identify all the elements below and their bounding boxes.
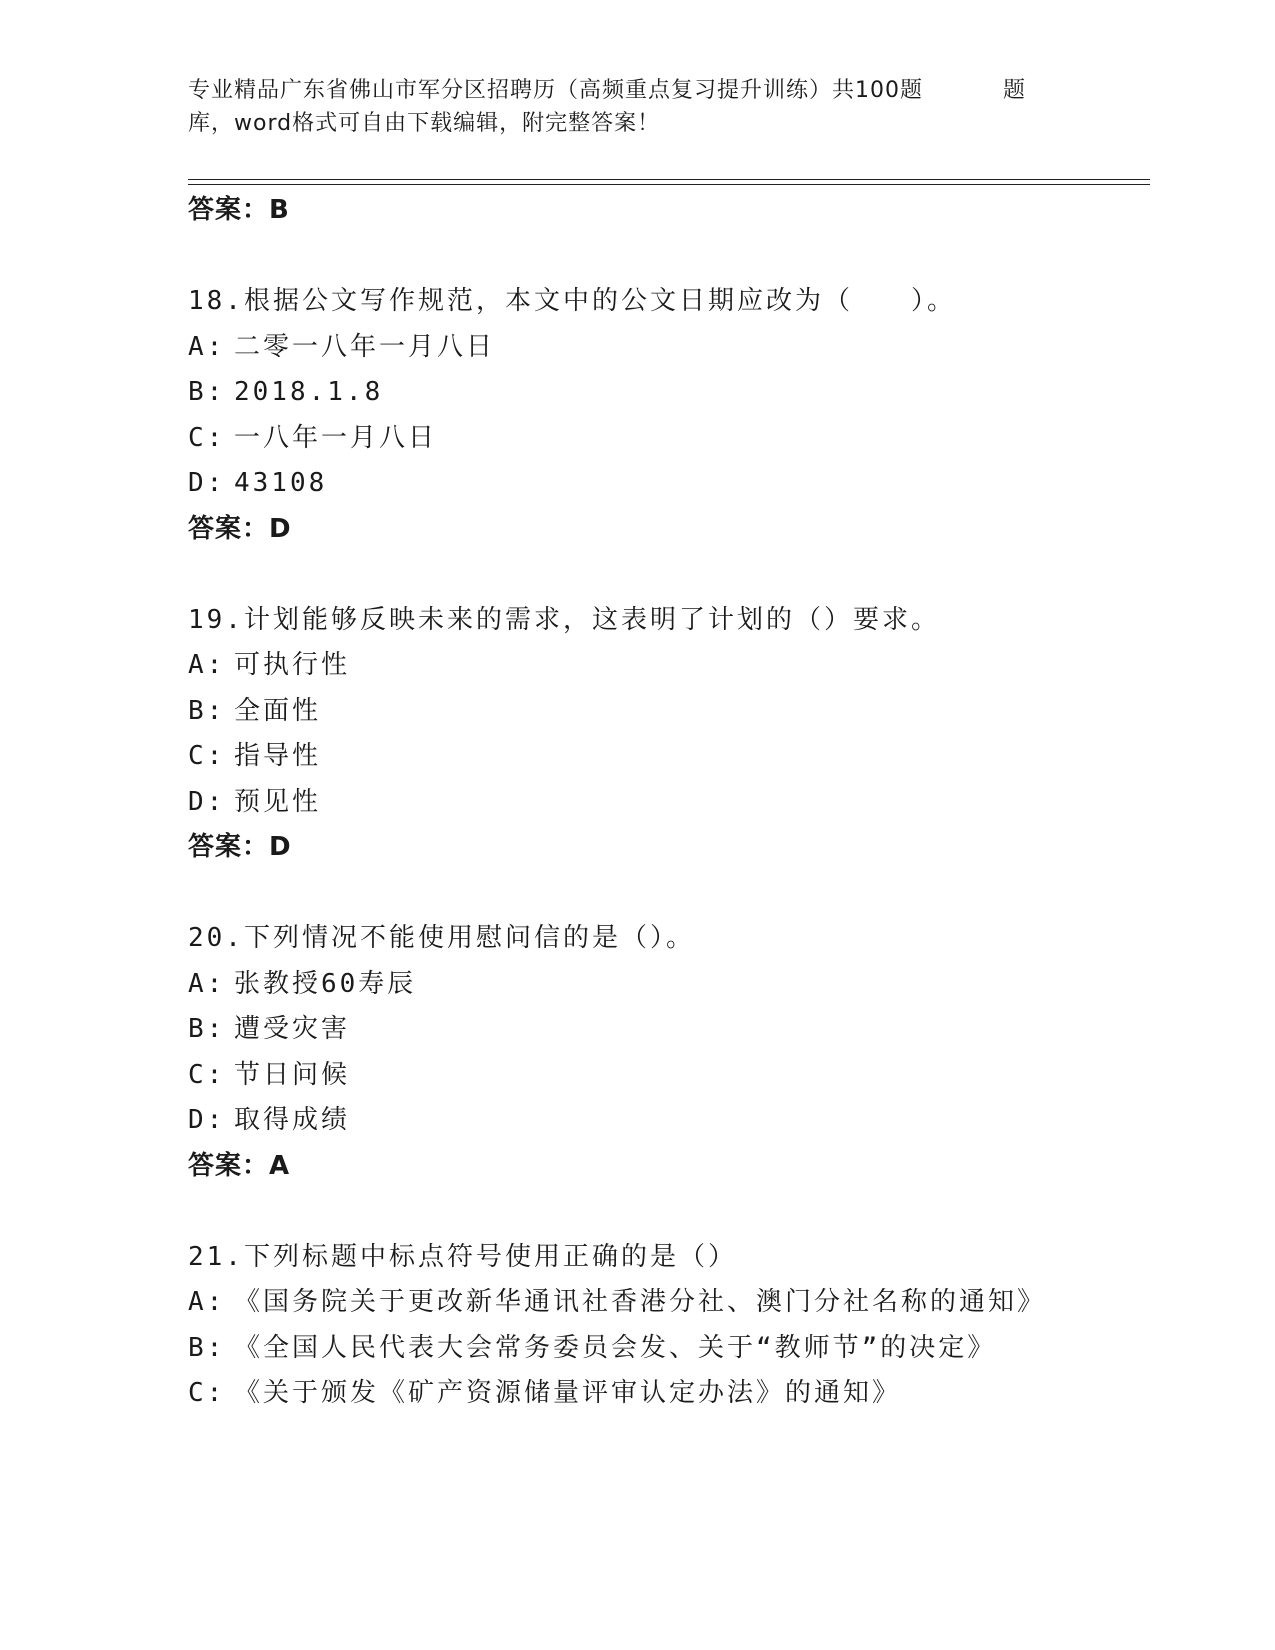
question-19 (188, 598, 1148, 871)
option-key: D: (188, 468, 226, 498)
question-18 (188, 279, 1148, 552)
header-divider-bottom (188, 184, 1150, 185)
header-title-tail: 题 (1003, 78, 1027, 103)
option-a (188, 962, 1148, 1008)
option-key: C: (188, 422, 226, 453)
option-key: C: (188, 741, 226, 771)
option-c (188, 1053, 1148, 1099)
header-title-line2: 库，word格式可自由下载编辑，附完整答案！ (188, 111, 661, 136)
answer-18: 答案：D (188, 513, 292, 544)
option-a (188, 1280, 1148, 1326)
option-text: 取得成绩 (234, 1105, 351, 1135)
option-text: 遭受灾害 (234, 1014, 351, 1044)
option-d (188, 461, 1148, 507)
option-key: A: (188, 331, 226, 362)
option-key: B: (188, 1014, 226, 1044)
option-key: D: (188, 786, 226, 817)
option-text: 可执行性 (234, 650, 351, 680)
option-c (188, 734, 1148, 780)
option-text: 预见性 (234, 786, 322, 817)
option-key: C: (188, 1059, 226, 1090)
option-c (188, 416, 1148, 462)
previous-answer: 答案：B (188, 195, 290, 225)
option-key: B: (188, 695, 226, 726)
option-text: 43108 (234, 468, 328, 498)
answer-19: 答案：D (188, 832, 292, 862)
option-key: B: (188, 1332, 226, 1363)
option-d (188, 1098, 1148, 1144)
option-text: 《关于颁发《矿产资源储量评审认定办法》的通知》 (234, 1378, 902, 1408)
option-c (188, 1371, 1148, 1417)
option-b (188, 1326, 1148, 1372)
question-text: 20.下列情况不能使用慰问信的是（）。 (188, 923, 695, 953)
question-list (188, 188, 1148, 1417)
header-title-line1: 专业精品广东省佛山市军分区招聘历（高频重点复习提升训练）共100题 (188, 78, 923, 103)
option-b (188, 370, 1148, 416)
option-text: 《全国人民代表大会常务委员会发、关于“教师节”的决定》 (234, 1332, 997, 1363)
option-key: A: (188, 1287, 226, 1317)
page-header (188, 74, 1088, 140)
option-text: 二零一八年一月八日 (234, 331, 496, 362)
answer-20: 答案：A (188, 1150, 291, 1181)
option-b (188, 689, 1148, 735)
option-key: D: (188, 1105, 226, 1135)
option-text: 节日问候 (234, 1059, 351, 1090)
option-text: 一八年一月八日 (234, 422, 438, 453)
option-a (188, 643, 1148, 689)
question-21 (188, 1235, 1148, 1417)
option-text: 张教授60寿辰 (234, 968, 417, 999)
option-text: 《国务院关于更改新华通讯社香港分社、澳门分社名称的通知》 (234, 1287, 1047, 1317)
option-a (188, 325, 1148, 371)
question-text: 18.根据公文写作规范，本文中的公文日期应改为（ ）。 (188, 286, 956, 316)
option-d (188, 780, 1148, 826)
question-text: 19.计划能够反映未来的需求，这表明了计划的（）要求。 (188, 604, 940, 635)
option-key: C: (188, 1378, 226, 1408)
option-text: 指导性 (234, 741, 322, 771)
option-key: B: (188, 377, 226, 407)
option-text: 全面性 (234, 695, 322, 726)
option-text: 2018.1.8 (234, 377, 384, 407)
option-key: A: (188, 650, 226, 680)
question-20 (188, 916, 1148, 1189)
option-key: A: (188, 968, 226, 999)
question-text: 21.下列标题中标点符号使用正确的是（） (188, 1241, 737, 1272)
header-divider-top (188, 179, 1150, 180)
option-b (188, 1007, 1148, 1053)
